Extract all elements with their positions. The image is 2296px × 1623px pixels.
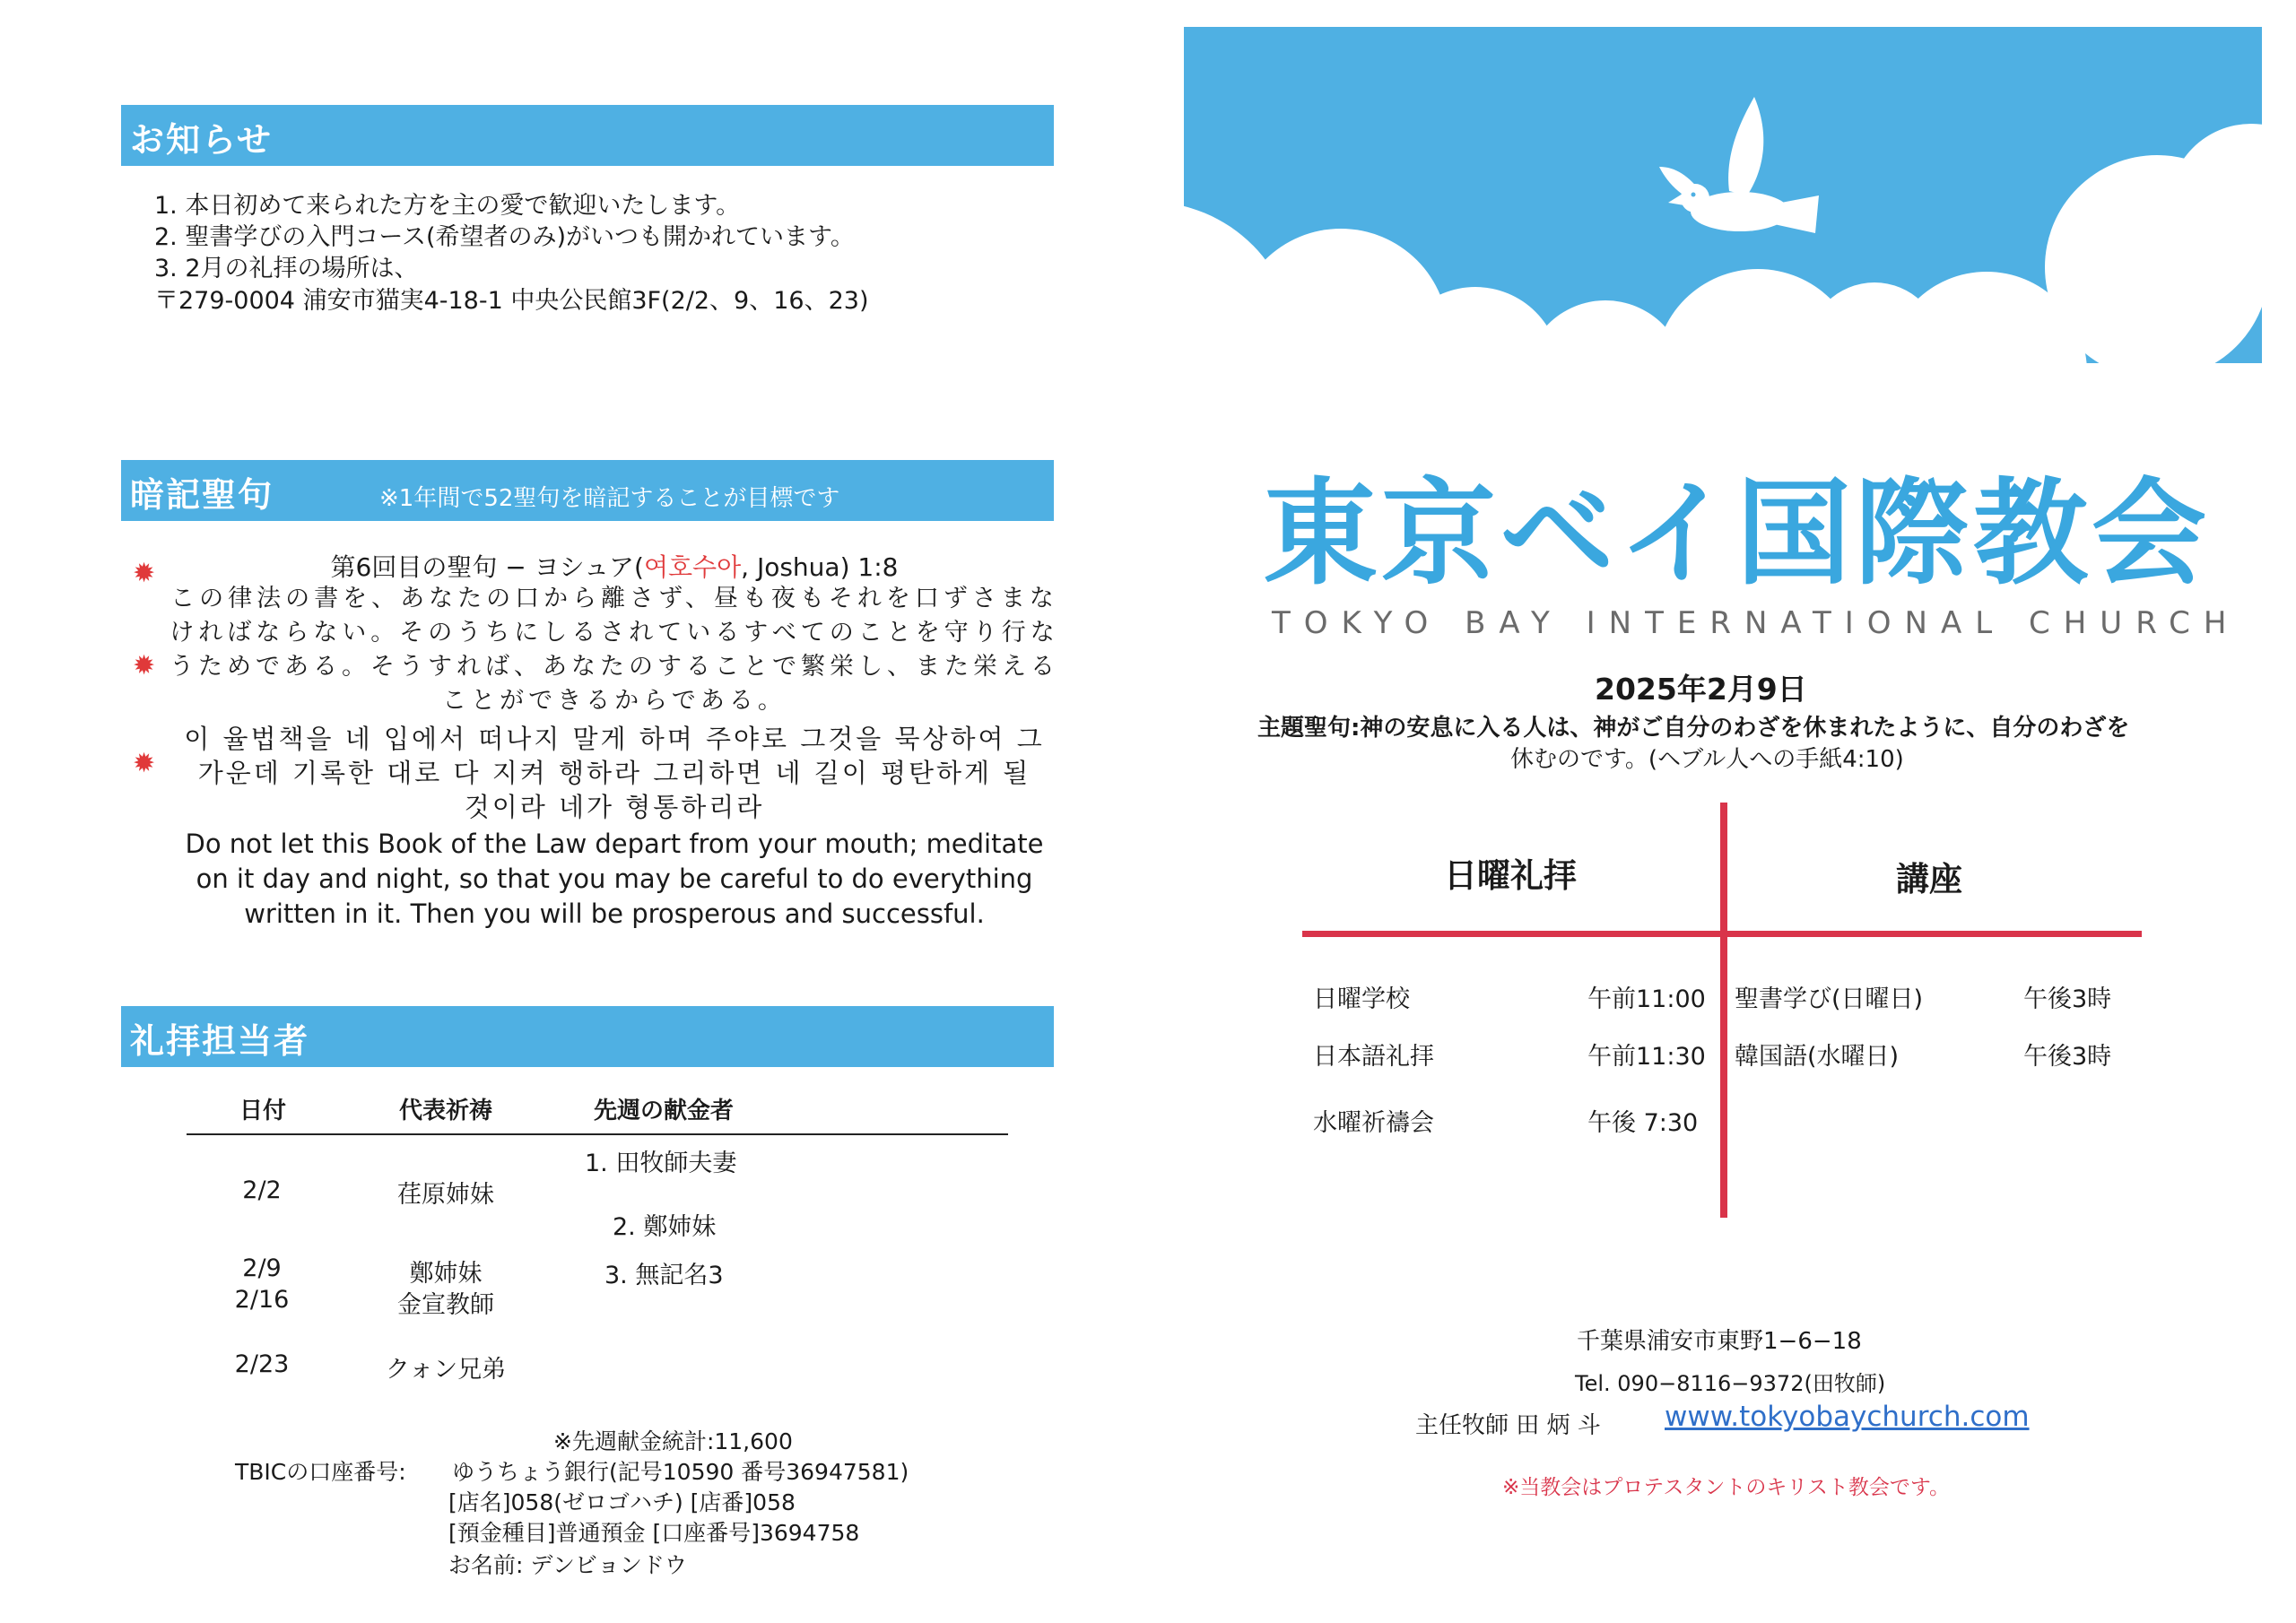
- service-time: 午前11:00: [1587, 985, 1706, 1013]
- verse-english-line-2: on it day and night, so that you may be careful to do everything: [196, 864, 1033, 894]
- notice-item-1: 1. 本日初めて来られた方を主の愛で歓迎いたします。: [154, 192, 741, 220]
- worship-staff-title: 礼拝担当者: [130, 1021, 310, 1061]
- sunday-service-heading: 日曜礼拝: [1444, 856, 1577, 895]
- offering-total: ※先週献金統計:11,600: [553, 1428, 793, 1454]
- sun-icon: ✹: [133, 748, 156, 779]
- church-name: 東京ベイ国際教会: [1263, 467, 2211, 601]
- prayer-cell: 金宣教師: [397, 1291, 494, 1319]
- church-name-english: TOKYO BAY INTERNATIONAL CHURCH: [1272, 605, 2240, 641]
- verse-korean-line-3: 것이라 네가 형통하리라: [464, 792, 765, 822]
- church-tel: Tel. 090−8116−9372(田牧師): [1575, 1371, 1886, 1396]
- verse-heading: [161, 548, 1067, 584]
- sun-icon: ✹: [133, 558, 156, 589]
- account-label: TBICの口座番号:: [235, 1459, 406, 1485]
- col-header-offering: 先週の献金者: [593, 1098, 735, 1124]
- date-cell: 2/2: [242, 1176, 282, 1204]
- prayer-cell: 荏原姉妹: [397, 1181, 494, 1209]
- notice-item-3: 3. 2月の礼拝の場所は、: [154, 255, 419, 282]
- course-name: 聖書学び(日曜日): [1735, 985, 1924, 1013]
- account-line-3: [預金種目]普通預金 [口座番号]3694758: [448, 1520, 860, 1546]
- memory-verse-subtitle: ※1年間で52聖句を暗記することが目標です: [379, 485, 840, 512]
- account-line-2: [店名]058(ゼロゴハチ) [店番]058: [448, 1489, 796, 1515]
- service-name: 水曜祈禱会: [1313, 1109, 1434, 1137]
- col-header-date: 日付: [239, 1098, 287, 1124]
- course-time: 午後3時: [2023, 1043, 2112, 1071]
- verse-heading-suffix: , Joshua) 1:8: [741, 552, 899, 582]
- date-cell: 2/9: [242, 1254, 282, 1282]
- verse-korean-line-2: 가운데 기록한 대로 다 지켜 행하라 그리하면 네 길이 평탄하게 될: [197, 758, 1031, 788]
- prayer-cell: クォン兄弟: [385, 1356, 507, 1384]
- account-line-4: お名前: デンビョンドウ: [448, 1552, 687, 1578]
- service-time: 午前11:30: [1587, 1043, 1706, 1071]
- worship-staff-header-bar: [121, 1006, 1054, 1067]
- course-time: 午後3時: [2023, 985, 2112, 1013]
- date-cell: 2/16: [234, 1286, 290, 1314]
- course-name: 韓国語(水曜日): [1735, 1043, 1900, 1071]
- notices-header-bar: [121, 105, 1054, 166]
- theme-verse-line-1: 主題聖句:神の安息に入る人は、神がご自分のわざを休まれたように、自分のわざを: [1257, 715, 2130, 742]
- offering-cell: 3. 無記名3: [604, 1262, 724, 1289]
- service-time: 午後 7:30: [1587, 1109, 1699, 1137]
- services-vertical-divider: [1720, 803, 1727, 1218]
- notice-item-4: 〒279-0004 浦安市猫実4-18-1 中央公民館3F(2/2、9、16、23): [154, 287, 869, 315]
- offering-cell: 1. 田牧師夫妻: [585, 1150, 737, 1177]
- verse-japanese-line-4: ことができるからである。: [442, 687, 787, 715]
- verse-japanese-line-3: うためである。そうすれば、あなたのすることで繁栄し、また栄える: [170, 653, 1059, 681]
- notice-item-2: 2. 聖書学びの入門コース(希望者のみ)がいつも開かれています。: [154, 223, 855, 251]
- verse-heading-prefix: 第6回目の聖句 − ヨシュア(: [330, 552, 644, 582]
- theme-verse-line-2: 休むのです。(ヘブル人への手紙4:10): [1510, 746, 1904, 773]
- prayer-cell: 鄭姉妹: [409, 1260, 483, 1288]
- verse-english-line-1: Do not let this Book of the Law depart from your mouth; meditate: [185, 829, 1044, 859]
- service-name: 日本語礼拝: [1313, 1043, 1434, 1071]
- col-header-prayer: 代表祈祷: [398, 1098, 493, 1124]
- memory-verse-header-bar: [121, 460, 1054, 521]
- pastor-name: 主任牧師 田 炳 斗: [1415, 1412, 1601, 1439]
- notices-title: お知らせ: [130, 120, 273, 160]
- church-address: 千葉県浦安市東野1−6−18: [1577, 1328, 1862, 1355]
- verse-korean-line-1: 이 율법책을 네 입에서 떠나지 말게 하며 주야로 그것을 묵상하여 그: [184, 724, 1045, 754]
- services-horizontal-divider: [1302, 931, 2142, 937]
- verse-english-line-3: written in it. Then you will be prosperous and successful.: [244, 898, 985, 929]
- service-date: 2025年2月9日: [1595, 672, 1807, 707]
- table-header-rule: [187, 1133, 1008, 1135]
- dove-icon: [1639, 97, 1819, 249]
- verse-heading-korean: 여호수아: [643, 552, 742, 582]
- service-name: 日曜学校: [1313, 985, 1410, 1013]
- church-website-link[interactable]: www.tokyobaychurch.com: [1665, 1401, 2030, 1433]
- denomination-note: ※当教会はプロテスタントのキリスト教会です。: [1502, 1476, 1951, 1499]
- memory-verse-title: 暗記聖句: [130, 475, 274, 515]
- verse-japanese-line-2: ければならない。そのうちにしるされているすべてのことを守り行な: [170, 619, 1059, 647]
- date-cell: 2/23: [234, 1350, 290, 1378]
- account-line-1: ゆうちょう銀行(記号10590 番号36947581): [452, 1459, 909, 1485]
- sun-icon: ✹: [133, 650, 156, 681]
- courses-heading: 講座: [1896, 860, 1962, 898]
- offering-cell: 2. 鄭姉妹: [613, 1213, 717, 1241]
- verse-japanese-line-1: この律法の書を、あなたの口から離さず、昼も夜もそれを口ずさまな: [170, 585, 1058, 612]
